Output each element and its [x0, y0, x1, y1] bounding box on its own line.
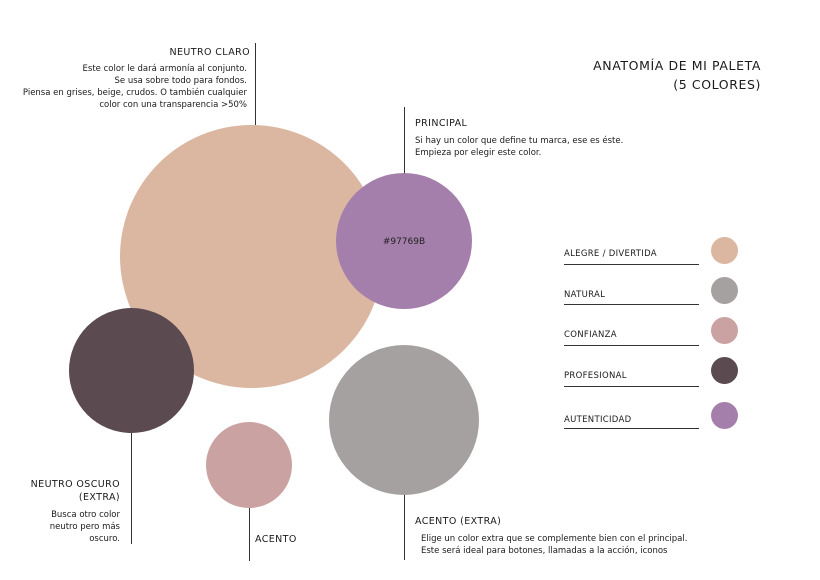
- acento-extra-line: Este será ideal para botones, llamadas a la acción, iconos: [421, 546, 668, 556]
- acento-extra-line: Elige un color extra que se complemente bien con el principal.: [421, 534, 688, 544]
- neutro-oscuro-line: oscuro.: [89, 534, 120, 544]
- neutro-oscuro-description: [0, 509, 120, 545]
- neutro-claro-line: Se usa sobre todo para fondos.: [114, 76, 247, 86]
- neutro-oscuro-line: neutro pero más: [49, 522, 120, 532]
- neutro-claro-connector: [255, 43, 256, 125]
- acento-connector: [249, 505, 250, 561]
- legend-underline: [564, 345, 699, 346]
- legend-label: AUTENTICIDAD: [564, 415, 632, 425]
- acento-extra-circle: [329, 345, 479, 495]
- neutro-claro-heading: NEUTRO CLARO: [169, 47, 250, 58]
- neutro-oscuro-connector: [131, 430, 132, 544]
- legend-underline: [564, 304, 699, 305]
- principal-hex-label: #97769B: [382, 237, 426, 247]
- acento-extra-connector: [404, 494, 405, 560]
- legend-swatch: [711, 357, 738, 384]
- neutro-oscuro-heading-line: NEUTRO OSCURO: [30, 479, 120, 490]
- legend-underline: [564, 264, 699, 265]
- page-title: ANATOMÍA DE MI PALETA: [593, 58, 761, 73]
- principal-line: Si hay un color que define tu marca, ese es éste.: [415, 136, 624, 146]
- legend-swatch: [711, 237, 738, 264]
- legend-label: NATURAL: [564, 290, 606, 300]
- principal-line: Empieza por elegir este color.: [415, 148, 542, 158]
- neutro-oscuro-heading-line: (EXTRA): [78, 492, 120, 503]
- legend-label: PROFESIONAL: [564, 371, 627, 381]
- neutro-oscuro-circle: [69, 308, 194, 433]
- neutro-claro-line: color con una transparencia >50%: [99, 100, 247, 110]
- neutro-claro-line: Piensa en grises, beige, crudos. O también cualquier: [22, 88, 247, 98]
- neutro-claro-line: Este color le dará armonía al conjunto.: [82, 64, 247, 74]
- page-subtitle: (5 COLORES): [673, 77, 761, 92]
- principal-description: [415, 135, 675, 159]
- principal-heading: PRINCIPAL: [415, 118, 468, 129]
- principal-connector: [404, 107, 405, 174]
- legend-swatch: [711, 277, 738, 304]
- legend-label: CONFIANZA: [564, 330, 617, 340]
- acento-extra-heading: ACENTO (EXTRA): [415, 516, 502, 527]
- acento-circle: [206, 422, 292, 508]
- legend-swatch: [711, 402, 738, 429]
- neutro-oscuro-line: Busca otro color: [51, 510, 120, 520]
- legend-swatch: [711, 317, 738, 344]
- legend-label: ALEGRE / DIVERTIDA: [564, 249, 657, 259]
- legend-underline: [564, 386, 699, 387]
- legend-underline: [564, 428, 699, 429]
- acento-heading: ACENTO: [255, 534, 297, 545]
- neutro-oscuro-heading: [0, 478, 120, 504]
- acento-extra-description: [421, 533, 751, 557]
- neutro-claro-description: [0, 63, 247, 111]
